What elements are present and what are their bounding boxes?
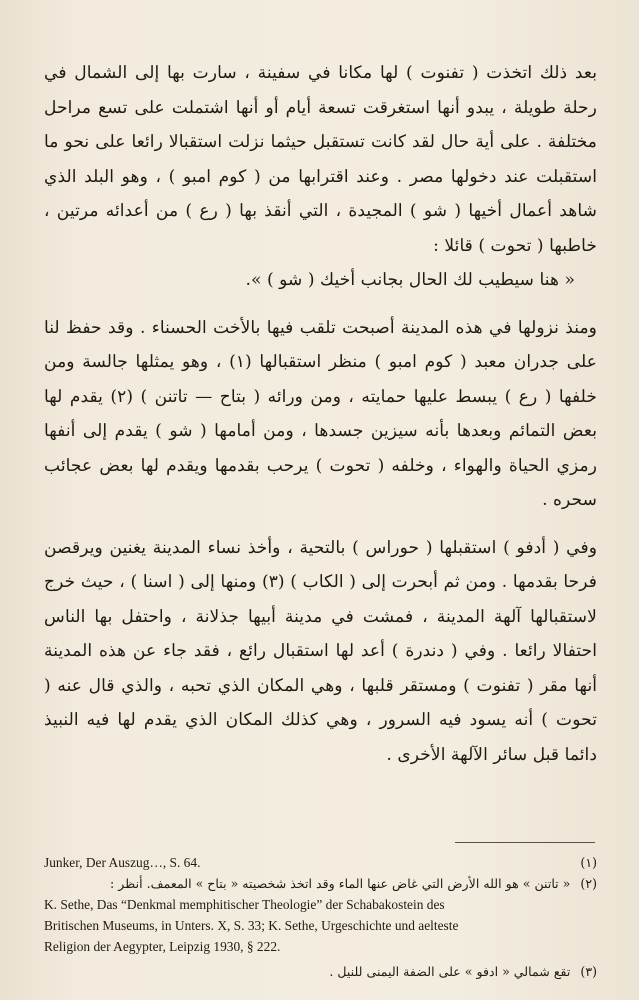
quote-paragraph: « هنا سيطيب لك الحال بجانب أخيك ( شو ) ». xyxy=(245,270,575,290)
footnote-2-latin-line-1: K. Sethe, Das “Denkmal memphitischer Theologie” der Schabakostein des xyxy=(44,897,445,912)
footnote-1-number: (١) xyxy=(580,855,597,870)
footnote-2-arabic-text: « تاتنن » هو الله الأرض التي غاض عنها الماء وقد اتخذ شخصيته « بتاح » المعمف. أنظر : xyxy=(110,876,571,891)
footnote-2-arabic xyxy=(44,873,597,894)
paragraph-3: ومنذ نزولها في هذه المدينة أصبحت تلقب فيها بالأخت الحسناء . وقد حفظ لنا على جدران معبد ( كوم امبو ) منظر استقبالها (١) ، وهو يمثلها جالسة ومن خلفها ( رع ) يبسط عليها حمايته ، ومن ورائه ( بتاح — تاتنن ) (٢) يقدم لها بعض التمائم وبعدها بأنه سيزين جسدها ، ومن أمامها ( شو ) يقدم إلى أنفها رمزي الحياة والهواء ، وخلفه ( تحوت ) يرحب بقدمها ويقدم لها بعض عجائب سحره . xyxy=(44,317,598,510)
paragraph-4: وفي ( أدفو ) استقبلها ( حوراس ) بالتحية ، وأخذ نساء المدينة يغنين ويرقصن فرحا بقدمها . ومن ثم أبحرت إلى ( الكاب ) (٣) ومنها إلى ( اسنا ) ، حيث خرج لاستقبالها آلهة المدينة ، فمشت في مدينة أبيها جذلانة ، واحتفل بها الناس احتفالا رائعا . وفي ( دندرة ) أعد لها استقبال رائع ، فقد جاء عن هذه المدينة أنها مقر ( تفنوت ) ومستقر قلبها ، وهي المكان الذي تحبه ، والذي قال عنه ( تحوت ) أنه يسود فيه السرور ، وهي كذلك المكان الذي يقدم لها فيه النبيذ دائما قبل سائر الآلهة الأخرى . xyxy=(44,537,597,765)
paragraph-1: بعد ذلك اتخذت ( تفنوت ) لها مكانا في سفينة ، سارت بها إلى الشمال في رحلة طويلة ، يبدو أنها استغرقت تسعة أيام أو أنها اشتملت على تسع مراحل مختلفة . على أية حال لقد كانت تستقبل حيثما نزلت استقبالا رائعا على نحو ما استقبلت عند دخولها مصر . وعند اقترابها من ( كوم امبو ) ، وهو البلد الذي شاهد أعمال أخيها ( شو ) المجيدة ، التي أنقذ بها ( رع ) من أعدائه مرتين ، خاطبها ( تحوت ) قائلا : xyxy=(44,63,597,256)
main-text xyxy=(44,56,597,772)
footnote-3 xyxy=(44,961,597,982)
footnote-2-latin-line-3: Religion der Aegypter, Leipzig 1930, § 222. xyxy=(44,939,281,954)
footnote-3-text: تقع شمالي « ادفو » على الضفة اليمنى للنيل . xyxy=(329,964,571,979)
footnote-2-latin-line-2: Britischen Museums, in Unters. X, S. 33; K. Sethe, Urgeschichte und aelteste xyxy=(44,918,459,933)
footnote-3-number: (٣) xyxy=(580,964,597,979)
footnote-divider xyxy=(455,842,595,843)
footnote-2-number: (٢) xyxy=(580,876,597,891)
footnote-1-text: Junker, Der Auszug…, S. 64. xyxy=(44,855,201,870)
footnote-1 xyxy=(44,852,597,873)
footnotes xyxy=(44,852,597,982)
